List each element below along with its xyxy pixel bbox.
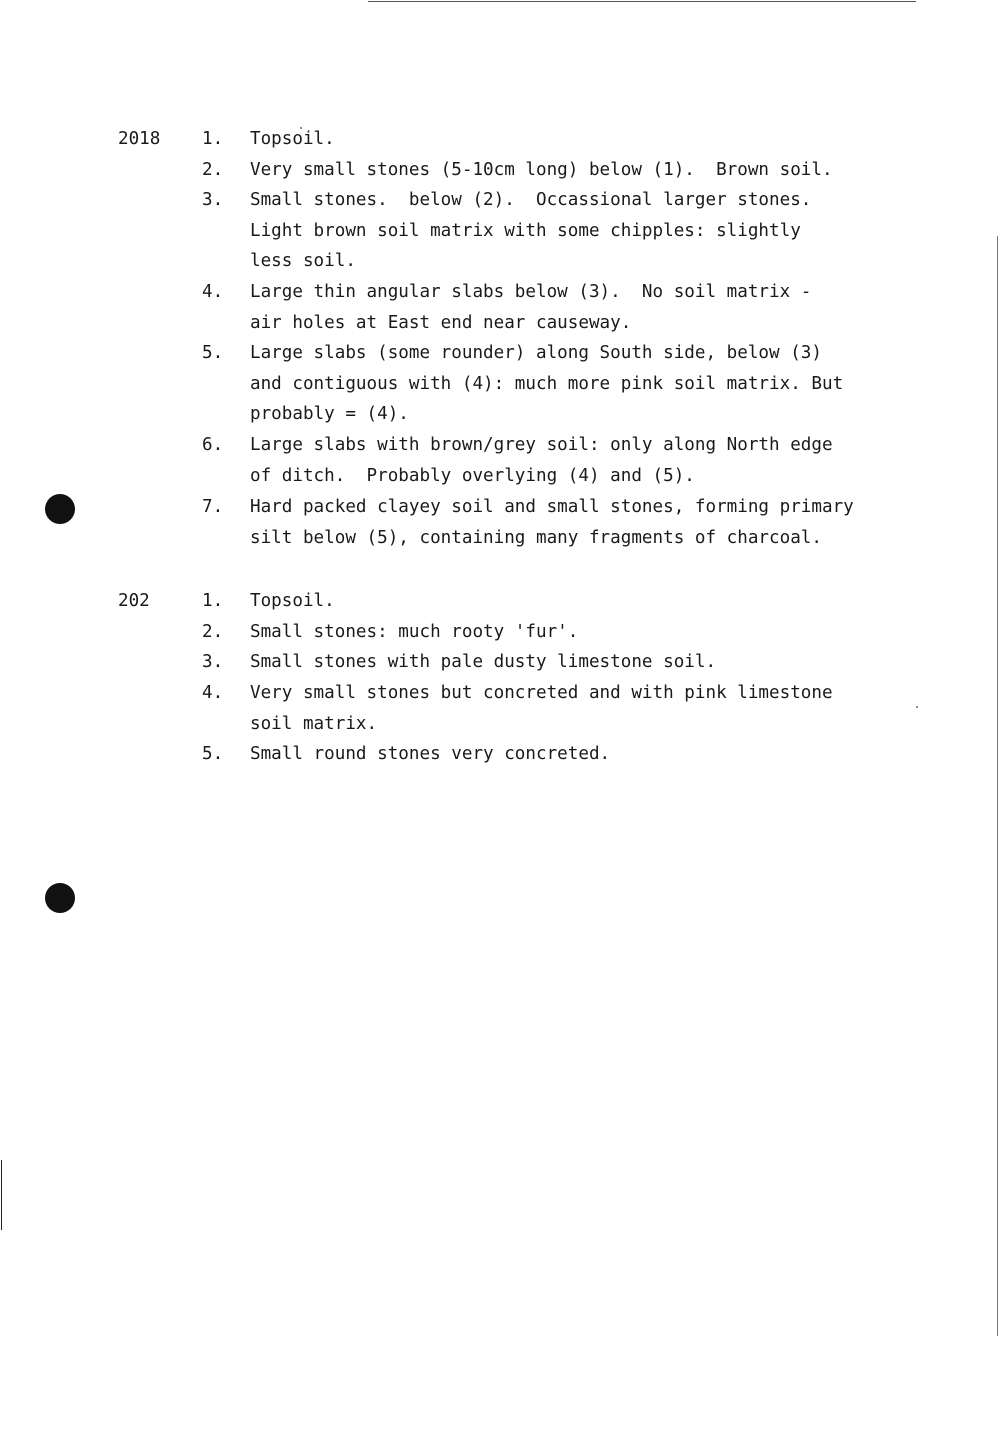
scan-right-edge — [997, 236, 998, 1336]
layer-number: 5. — [202, 343, 224, 363]
layer-number: 3. — [202, 652, 224, 672]
layer-description-line: Light brown soil matrix with some chipples: slightly — [250, 220, 801, 241]
context-number: 2018 — [118, 129, 161, 149]
layer-description-line: probably = (4). — [250, 404, 409, 425]
layer-description-line: Large slabs with brown/grey soil: only along North edge — [250, 435, 833, 455]
layer-number: 2. — [202, 160, 224, 180]
layer-description-line: Topsoil. — [250, 129, 335, 149]
layer-description-line: Topsoil. — [250, 591, 335, 611]
layer-number: 4. — [202, 683, 224, 703]
layer-description-line: Small stones: much rooty 'fur'. — [250, 622, 579, 642]
layer-description-line: soil matrix. — [250, 713, 378, 734]
layer-number: 4. — [202, 282, 224, 302]
layer-number: 1. — [202, 129, 224, 149]
layer-description-line: Large slabs (some rounder) along South side, below (3) — [250, 343, 822, 363]
layer-description-line: Very small stones (5-10cm long) below (1). Brown soil. — [250, 160, 833, 180]
layer-number: 7. — [202, 497, 224, 517]
context-number: 202 — [118, 591, 150, 611]
layer-description-line: air holes at East end near causeway. — [250, 312, 632, 333]
layer-description-line: Small stones with pale dusty limestone soil. — [250, 652, 717, 672]
layer-description-line: Hard packed clayey soil and small stones, forming primary — [250, 497, 854, 517]
layer-number: 3. — [202, 190, 224, 210]
layer-description-line: and contiguous with (4): much more pink soil matrix. But — [250, 373, 844, 394]
layer-number: 5. — [202, 744, 224, 764]
layer-number: 6. — [202, 435, 224, 455]
layer-description-line: Very small stones but concreted and with pink limestone — [250, 683, 833, 703]
layer-description-line: silt below (5), containing many fragments of charcoal. — [250, 527, 822, 548]
punch-hole-upper — [45, 494, 75, 524]
layer-description-line: Large thin angular slabs below (3). No soil matrix - — [250, 282, 812, 302]
layer-description-line: Small round stones very concreted. — [250, 744, 611, 764]
scan-left-edge — [1, 1160, 2, 1230]
punch-hole-lower — [45, 883, 75, 913]
layer-number: 2. — [202, 622, 224, 642]
layer-description-line: of ditch. Probably overlying (4) and (5). — [250, 465, 695, 486]
scan-speck — [916, 706, 918, 708]
scan-top-rule — [368, 1, 916, 2]
layer-number: 1. — [202, 591, 224, 611]
layer-description-line: less soil. — [250, 251, 356, 272]
layer-description-line: Small stones. below (2). Occassional larger stones. — [250, 190, 812, 210]
